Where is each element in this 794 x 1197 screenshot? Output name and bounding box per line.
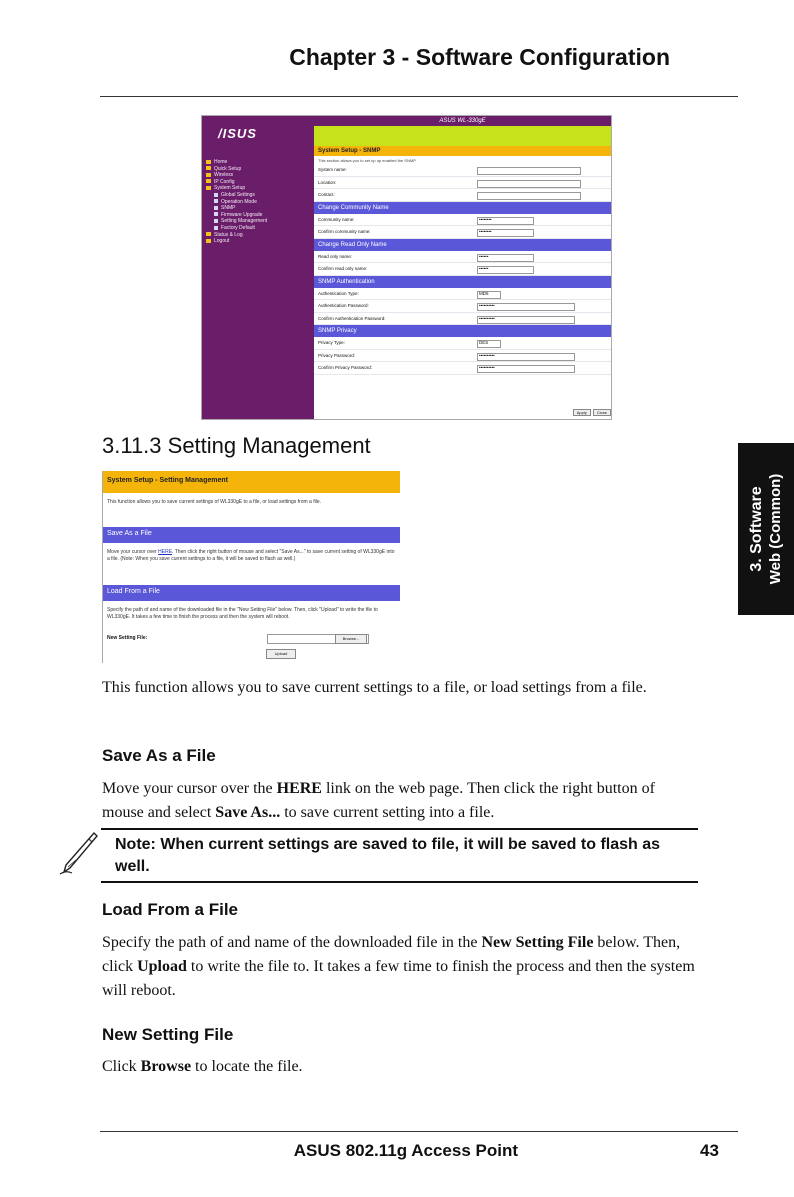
- browse-button[interactable]: Browse...: [335, 634, 367, 644]
- apply-button[interactable]: Apply: [573, 409, 591, 416]
- auth-header: SNMP Authentication: [314, 276, 611, 288]
- upload-button[interactable]: Upload: [266, 649, 296, 659]
- auth-type-row: Authentication Type: MD5: [314, 288, 611, 301]
- load-heading: Load From a File: [102, 900, 239, 919]
- sidebar-menu-item[interactable]: Home: [206, 159, 314, 166]
- auth-password-row: Authentication Password: ••••••••••: [314, 300, 611, 313]
- sidebar-menu-item[interactable]: Firmware Upgrade: [206, 212, 314, 219]
- save-heading: Save As a File: [102, 746, 216, 765]
- privacy-password-row: Privacy Password: ••••••••••: [314, 350, 611, 363]
- community-header: Change Community Name: [314, 202, 611, 214]
- sidebar-menu-item[interactable]: Factory Default: [206, 225, 314, 232]
- header-band: [314, 126, 611, 146]
- contact-row: Contact:: [314, 189, 611, 202]
- side-tab-line2: Web (Common): [767, 473, 784, 585]
- location-input[interactable]: [477, 180, 581, 188]
- save-header: Save As a File: [103, 527, 400, 543]
- snmp-screenshot: [201, 115, 612, 420]
- new-setting-row: New Setting File: Browse...: [103, 631, 400, 647]
- snmp-buttons: [571, 409, 611, 416]
- note-pen-icon: [56, 830, 100, 878]
- save-paragraph: Move your cursor over the HERE link on the web page. Then click the right button of mouse and select Save As... to save current setting into a file.: [102, 780, 655, 821]
- sidebar-menu-item[interactable]: Operation Mode: [206, 199, 314, 206]
- here-link[interactable]: HERE: [158, 549, 173, 555]
- folder-icon: [206, 173, 211, 177]
- system-name-row: System name:: [314, 164, 611, 177]
- folder-icon: [206, 179, 211, 183]
- setting-management-screenshot: [102, 471, 400, 663]
- system-name-input[interactable]: [477, 167, 581, 175]
- chapter-title: Chapter 3 - Software Configuration: [289, 44, 670, 70]
- load-paragraph: Specify the path of and name of the downloaded file in the New Setting File below. Then, click Upload to write the file to. It takes a few time to finish the process and then the system will reboot.: [102, 934, 695, 999]
- page-icon: [214, 206, 218, 210]
- sidebar-menu: [206, 159, 314, 245]
- sidebar: [202, 116, 314, 419]
- page-icon: [214, 226, 218, 230]
- load-header: Load From a File: [103, 585, 400, 601]
- sm-title: System Setup - Setting Management: [103, 471, 400, 493]
- section-heading: 3.11.3 Setting Management: [102, 433, 371, 458]
- side-tab: [738, 443, 794, 615]
- sidebar-menu-item[interactable]: SNMP: [206, 205, 314, 212]
- sidebar-menu-item[interactable]: System Setup: [206, 185, 314, 192]
- contact-input[interactable]: [477, 192, 581, 200]
- confirm-community-row: Confirm community name: ••••••••: [314, 226, 611, 239]
- folder-icon: [206, 166, 211, 170]
- snmp-intro: This section allows you to set up up enabled the SNMP.: [318, 158, 417, 163]
- note-text: Note: When current settings are saved to file, it will be saved to flash as well.: [115, 836, 661, 875]
- privacy-header: SNMP Privacy: [314, 325, 611, 337]
- sidebar-menu-item[interactable]: Setting Management: [206, 218, 314, 225]
- folder-icon: [206, 186, 211, 190]
- location-row: Location:: [314, 177, 611, 190]
- new-setting-heading: New Setting File: [102, 1025, 234, 1044]
- privacy-type-row: Privacy Type: DES: [314, 337, 611, 350]
- community-name-row: Community name: ••••••••: [314, 214, 611, 227]
- new-setting-paragraph: Click Browse to locate the file.: [102, 1058, 303, 1075]
- folder-icon: [206, 232, 211, 236]
- sm-intro: This function allows you to save current settings of WL330gE to a file, or load settings from a file.: [107, 499, 321, 505]
- close-button[interactable]: Close: [593, 409, 611, 416]
- page-number: 43: [700, 1141, 719, 1160]
- page-icon: [214, 193, 218, 197]
- asus-logo: /ISUS: [218, 126, 257, 141]
- intro-paragraph: This function allows you to save current settings to a file, or load settings from a file.: [102, 679, 647, 696]
- note-bottom-rule: [101, 881, 698, 883]
- footer-rule: [100, 1131, 738, 1132]
- sidebar-menu-item[interactable]: Wireless: [206, 172, 314, 179]
- sidebar-menu-item[interactable]: Logout: [206, 238, 314, 245]
- folder-icon: [206, 160, 211, 164]
- sidebar-menu-item[interactable]: Status & Log: [206, 232, 314, 239]
- snmp-content: [314, 146, 611, 375]
- sidebar-menu-item[interactable]: Quick Setup: [206, 166, 314, 173]
- load-description: Specify the path of and name of the downloaded file in the "New Setting File" below. Then, click "Upload" to write the file to WL330gE. It takes a few time to finish the process and then the system will reboot.: [107, 607, 378, 620]
- header-rule: [100, 96, 738, 97]
- folder-icon: [206, 239, 211, 243]
- page-icon: [214, 219, 218, 223]
- footer-product: ASUS 802.11g Access Point: [293, 1141, 518, 1160]
- side-tab-line1: 3. Software: [748, 486, 765, 572]
- confirm-privacy-password-row: Confirm Privacy Password: ••••••••••: [314, 362, 611, 375]
- sidebar-menu-item[interactable]: Global Settings: [206, 192, 314, 199]
- confirm-auth-password-row: Confirm Authentication Password: ••••••••••: [314, 313, 611, 326]
- sidebar-menu-item[interactable]: IP Config: [206, 179, 314, 186]
- model-name: ASUS WL-330gE: [314, 116, 611, 126]
- readonly-name-row: Read only name: ••••••: [314, 251, 611, 264]
- page-icon: [214, 212, 218, 216]
- save-description: Move your cursor over HERE. Then click the right button of mouse and select "Save As..." to save current setting of WL330gE into a file. (Note: When you save current settings to a file, it will be saved to flash as well.): [107, 549, 395, 562]
- snmp-title: System Setup - SNMP: [314, 146, 611, 156]
- page-icon: [214, 199, 218, 203]
- note-top-rule: [101, 828, 698, 830]
- readonly-header: Change Read Only Name: [314, 239, 611, 251]
- confirm-readonly-row: Confirm read only name: ••••••: [314, 263, 611, 276]
